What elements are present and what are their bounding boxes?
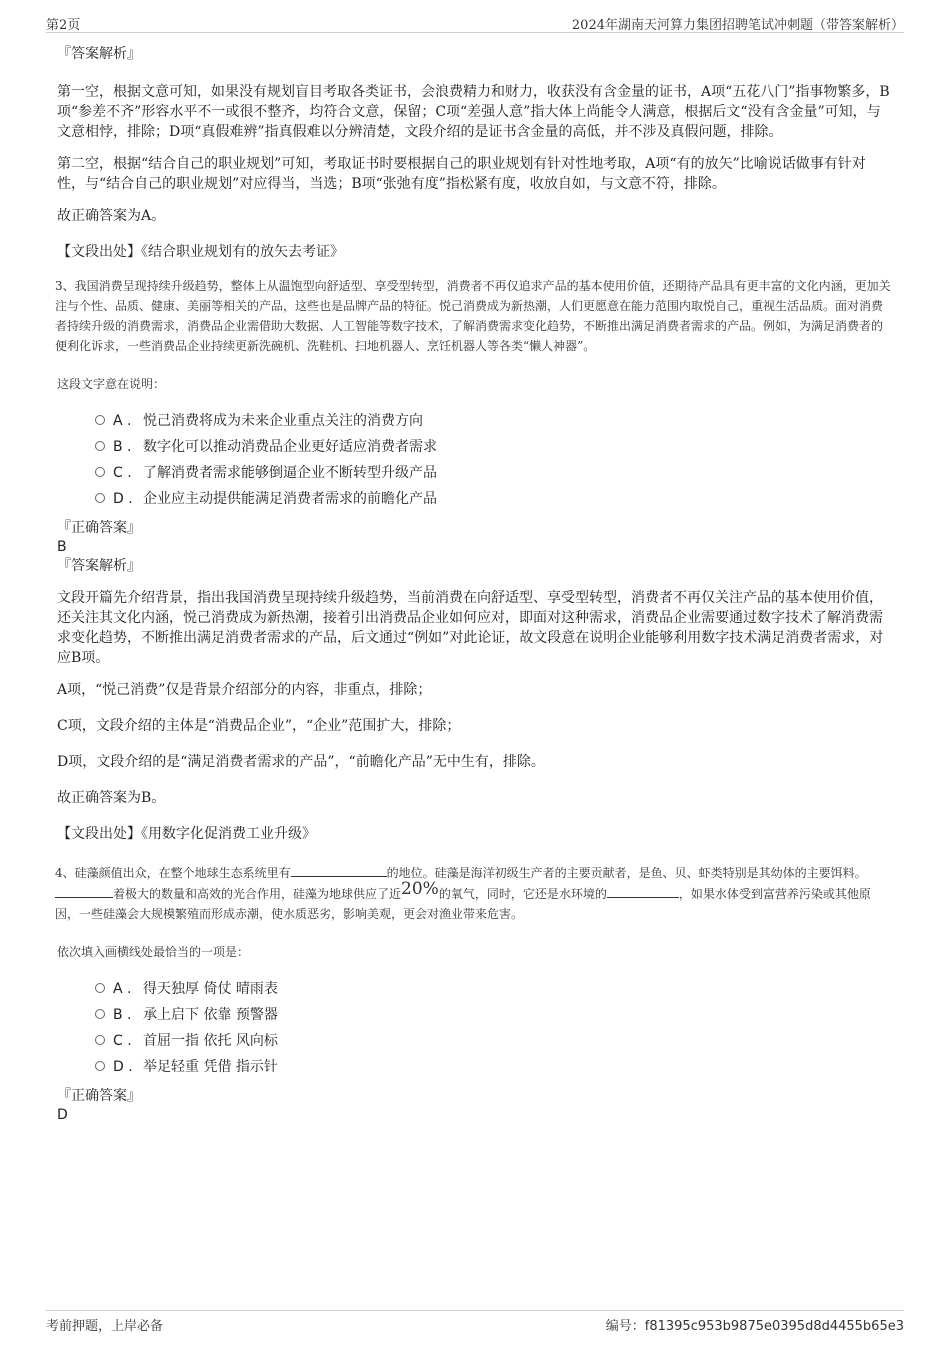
fill-blank-2: [55, 883, 113, 898]
q3-option-b[interactable]: B . 数字化可以推动消费品企业更好适应消费者需求: [95, 434, 893, 460]
q2-analysis-paragraph-2: 第二空，根据“结合自己的职业规划”可知，考取证书时要根据自己的职业规划有针对性地考取，A项“有的放矢”比喻说话做事有针对性，与“结合自己的职业规划”对应得当，当选；B项“张弛有度”指松紧有度，收放自如，与文意不符，排除。: [57, 156, 866, 192]
document-title: 2024年湖南天河算力集团招聘笔试冲刺题（带答案解析）: [571, 18, 904, 33]
q3-analysis-conclusion: 故正确答案为B。: [57, 790, 166, 806]
radio-icon[interactable]: [95, 493, 105, 503]
q3-analysis-paragraph-4: D项，文段介绍的是“满足消费者需求的产品”，“前瞻化产品”无中生有，排除。: [57, 754, 545, 770]
q2-analysis-conclusion: 故正确答案为A。: [57, 208, 166, 224]
q4-option-c[interactable]: C . 首屈一指 依托 风向标: [95, 1028, 893, 1054]
radio-icon[interactable]: [95, 1035, 105, 1045]
q4-option-d[interactable]: D . 举足轻重 凭借 指示针: [95, 1054, 893, 1080]
q2-analysis-label: 『答案解析』: [57, 46, 141, 62]
q4-answer-label: 『正确答案』: [57, 1088, 141, 1104]
fill-blank-1: [291, 862, 387, 877]
q3-option-c[interactable]: C . 了解消费者需求能够倒逼企业不断转型升级产品: [95, 460, 893, 486]
q3-options: [95, 408, 893, 512]
q4-stem: 4、硅藻颜值出众，在整个地球生态系统里有 的地位。硅藻是海洋初级生产者的主要贡献者，是鱼、贝、虾类特别是其幼体的主要饵料。着极大的数量和高效的光合作用，硅藻为地球供应了近20%的氧气，同时，它还是水环境的 ，如果水体受到富营养污染或其他原因，一些硅藻会大规模繁殖而形成赤潮，使水质恶劣，影响美观，更会对渔业带来危害。: [55, 862, 893, 924]
radio-icon[interactable]: [95, 441, 105, 451]
q3-prompt: 这段文字意在说明：: [57, 377, 166, 391]
fill-blank-3: [607, 883, 679, 898]
q3-analysis-label: 『答案解析』: [57, 558, 141, 574]
footer-slogan: 考前押题，上岸必备: [46, 1319, 164, 1334]
q3-option-a[interactable]: A . 悦己消费将成为未来企业重点关注的消费方向: [95, 408, 893, 434]
radio-icon[interactable]: [95, 415, 105, 425]
page-number: 第2页: [46, 18, 81, 33]
q3-answer-label: 『正确答案』: [57, 520, 141, 536]
q4-option-a[interactable]: A . 得天独厚 倚仗 晴雨表: [95, 976, 893, 1002]
radio-icon[interactable]: [95, 1009, 105, 1019]
document-code: 编号：f81395c953b9875e0395d8d4455b65e3: [605, 1319, 904, 1334]
q4-prompt: 依次填入画横线处最恰当的一项是：: [57, 945, 250, 959]
document-body: [57, 44, 893, 1124]
q4-options: [95, 976, 893, 1080]
q4-option-b[interactable]: B . 承上启下 依靠 预警器: [95, 1002, 893, 1028]
radio-icon[interactable]: [95, 467, 105, 477]
q3-answer: B: [57, 539, 67, 555]
radio-icon[interactable]: [95, 1061, 105, 1071]
percent-value: 20%: [401, 879, 439, 899]
q4-answer: D: [57, 1107, 68, 1123]
q2-source: 【文段出处】《结合职业规划有的放矢去考证》: [57, 244, 344, 260]
q3-analysis-paragraph-3: C项，文段介绍的主体是“消费品企业”，“企业”范围扩大，排除；: [57, 718, 461, 734]
page-footer: [46, 1310, 904, 1335]
q3-analysis-paragraph-2: A项，“悦己消费”仅是背景介绍部分的内容，非重点，排除；: [57, 682, 432, 698]
q3-source: 【文段出处】《用数字化促消费工业升级》: [57, 826, 316, 842]
q3-analysis-paragraph-1: 文段开篇先介绍背景，指出我国消费呈现持续升级趋势，当前消费在向舒适型、享受型转型，消费者不再仅关注产品的基本使用价值，还关注其文化内涵，悦己消费成为新热潮，接着引出消费品企业如何应对，即面对这种需求，消费品企业需要通过数字技术了解消费需求变化趋势，不断推出满足消费者需求的产品，后文通过“例如”对此论证，故文段意在说明企业能够利用数字技术满足消费者需求，对应B项。: [57, 590, 884, 666]
q2-analysis-paragraph-1: 第一空，根据文意可知，如果没有规划盲目考取各类证书，会浪费精力和财力，收获没有含金量的证书，A项“五花八门”指事物繁多，B项“参差不齐”形容水平不一或很不整齐，均符合文意，保留；C项“差强人意”指大体上尚能令人满意，根据后文“没有含金量”可知，与文意相悖，排除；D项“真假难辨”指真假难以分辨清楚，文段介绍的是证书含金量的高低，并不涉及真假问题，排除。: [57, 84, 890, 140]
radio-icon[interactable]: [95, 983, 105, 993]
page-header: [46, 12, 904, 33]
q3-option-d[interactable]: D . 企业应主动提供能满足消费者需求的前瞻化产品: [95, 486, 893, 512]
q3-stem: 3、我国消费呈现持续升级趋势，整体上从温饱型向舒适型、享受型转型，消费者不再仅追求产品的基本使用价值，还期待产品具有更丰富的文化内涵，更加关注与个性、品质、健康、美丽等相关的产品，这些也是品牌产品的特征。悦己消费成为新热潮，人们更愿意在能力范围内取悦自己，重视生活品质。面对消费者持续升级的消费需求，消费品企业需借助大数据、人工智能等数字技术，了解消费需求变化趋势，不断推出满足消费者需求的产品。例如，为满足消费者的便利化诉求，一些消费品企业持续更新洗碗机、洗鞋机、扫地机器人、烹饪机器人等各类“懒人神器”。: [55, 279, 891, 353]
